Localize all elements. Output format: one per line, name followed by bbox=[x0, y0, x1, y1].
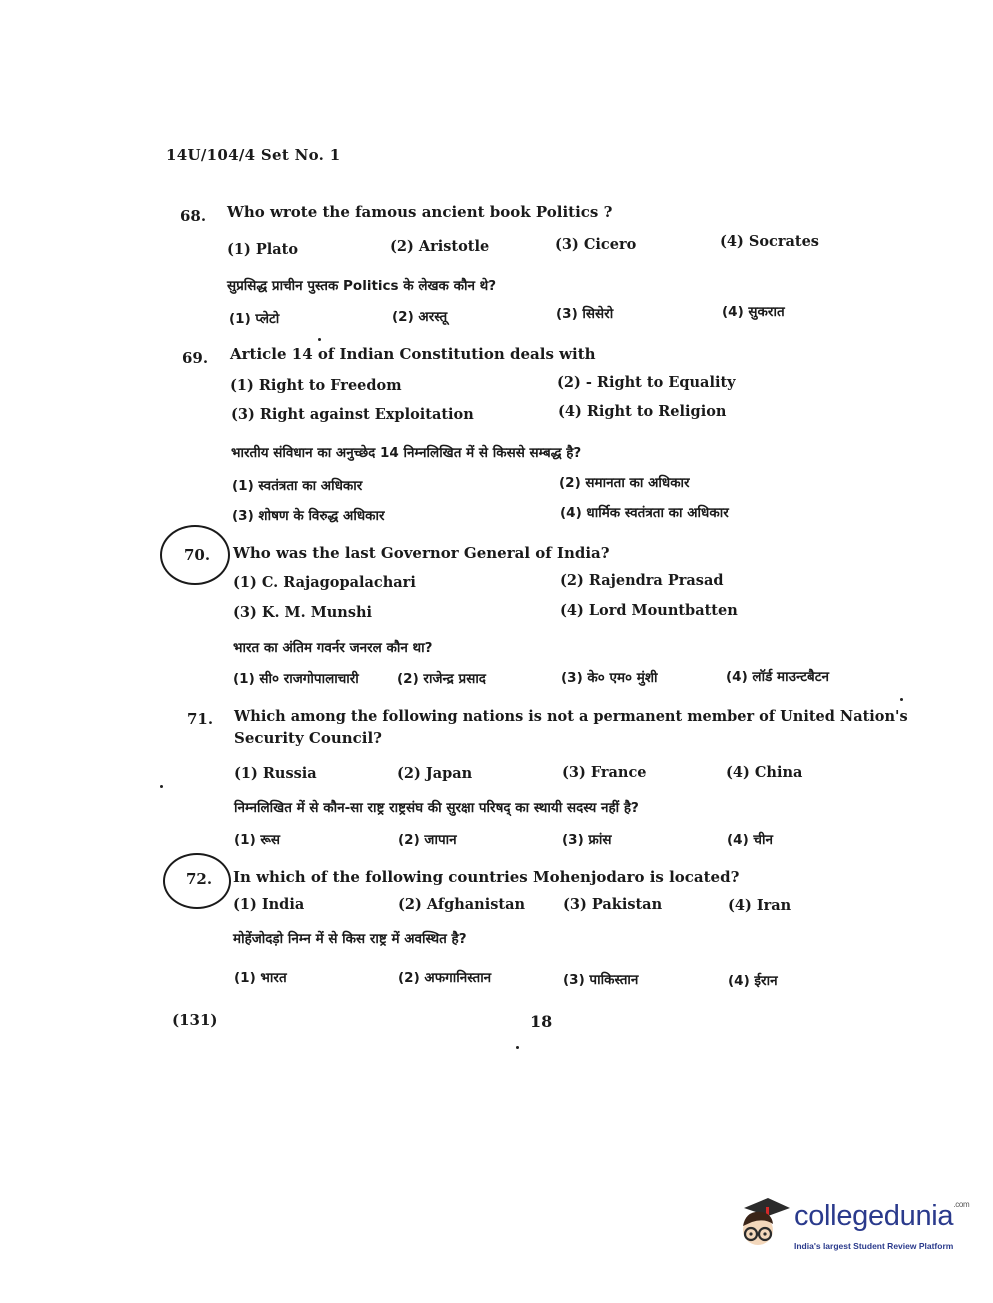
page-number: 18 bbox=[530, 1012, 553, 1031]
scan-speck bbox=[160, 785, 163, 788]
question-70-option-3: (3) K. M. Munshi bbox=[233, 604, 373, 621]
question-68-text-en: Who wrote the famous ancient book Politics ? bbox=[227, 203, 613, 221]
question-72-text-hi: मोहेंजोदड़ो निम्न में से किस राष्ट्र में अवस्थित है? bbox=[233, 931, 467, 947]
scan-speck bbox=[318, 338, 321, 341]
question-71-option-1-hi: (1) रूस bbox=[234, 832, 281, 848]
question-69-option-1: (1) Right to Freedom bbox=[230, 377, 402, 394]
mascot-icon bbox=[732, 1194, 792, 1258]
question-72-option-1: (1) India bbox=[233, 896, 305, 913]
question-68-option-3-hi: (3) सिसेरो bbox=[556, 306, 614, 322]
question-69-option-1-hi: (1) स्वतंत्रता का अधिकार bbox=[232, 478, 363, 494]
scan-speck bbox=[516, 1046, 519, 1049]
question-69-option-2: (2) - Right to Equality bbox=[557, 374, 736, 391]
question-68-option-1-hi: (1) प्लेटो bbox=[229, 311, 280, 327]
question-72-number: 72. bbox=[186, 870, 213, 888]
question-69-number: 69. bbox=[182, 349, 209, 367]
question-71-option-2-hi: (2) जापान bbox=[398, 832, 457, 848]
question-70-text-hi: भारत का अंतिम गवर्नर जनरल कौन था? bbox=[233, 640, 433, 656]
question-71-option-4: (4) China bbox=[726, 764, 803, 781]
question-70-number: 70. bbox=[184, 546, 211, 564]
question-69-option-4-hi: (4) धार्मिक स्वतंत्रता का अधिकार bbox=[560, 505, 729, 521]
question-70-option-1-hi: (1) सी० राजगोपालाचारी bbox=[233, 671, 359, 687]
question-72-option-4: (4) Iran bbox=[728, 897, 792, 914]
question-72-option-3: (3) Pakistan bbox=[563, 896, 663, 913]
question-69-option-4: (4) Right to Religion bbox=[558, 403, 727, 420]
question-71-option-2: (2) Japan bbox=[397, 765, 473, 782]
logo-tagline: India's largest Student Review Platform bbox=[794, 1241, 954, 1251]
question-71-number: 71. bbox=[187, 710, 214, 728]
question-71-option-4-hi: (4) चीन bbox=[727, 832, 773, 848]
question-70-option-2: (2) Rajendra Prasad bbox=[560, 572, 724, 589]
question-68-number: 68. bbox=[180, 207, 207, 225]
question-72-text-en: In which of the following countries Mohenjodaro is located? bbox=[233, 868, 740, 886]
question-71-option-3: (3) France bbox=[562, 764, 647, 781]
question-72-option-3-hi: (3) पाकिस्तान bbox=[563, 972, 639, 988]
question-71-option-3-hi: (3) फ्रांस bbox=[562, 832, 612, 848]
question-71-option-1: (1) Russia bbox=[234, 765, 317, 782]
question-72-option-1-hi: (1) भारत bbox=[234, 970, 287, 986]
question-70-option-4-hi: (4) लॉर्ड माउन्टबैटन bbox=[726, 669, 830, 685]
question-69-option-2-hi: (2) समानता का अधिकार bbox=[559, 475, 690, 491]
question-70-option-4: (4) Lord Mountbatten bbox=[560, 602, 738, 619]
question-69-option-3: (3) Right against Exploitation bbox=[231, 406, 474, 423]
scan-speck bbox=[900, 698, 903, 701]
question-70-option-1: (1) C. Rajagopalachari bbox=[233, 574, 416, 591]
question-71-text-en: Which among the following nations is not a permanent member of United Nation's bbox=[234, 708, 908, 725]
question-68-option-2: (2) Aristotle bbox=[390, 238, 490, 255]
logo-wordmark: collegedunia$^{.com}$ bbox=[794, 1200, 970, 1232]
question-71-text-en-line2: Security Council? bbox=[234, 729, 382, 747]
paper-code-header: 14U/104/4 Set No. 1 bbox=[166, 146, 341, 164]
question-70-text-en: Who was the last Governor General of India? bbox=[233, 544, 610, 562]
question-68-option-1: (1) Plato bbox=[227, 241, 299, 258]
question-68-option-4-hi: (4) सुकरात bbox=[722, 304, 785, 320]
question-72-option-2-hi: (2) अफगानिस्तान bbox=[398, 970, 492, 986]
paper-code-footer: (131) bbox=[172, 1011, 218, 1029]
question-70-option-2-hi: (2) राजेन्द्र प्रसाद bbox=[397, 671, 486, 687]
question-68-text-hi: सुप्रसिद्ध प्राचीन पुस्तक Politics के लेखक कौन थे? bbox=[227, 278, 497, 294]
question-71-text-hi: निम्नलिखित में से कौन-सा राष्ट्र राष्ट्रसंघ की सुरक्षा परिषद् का स्थायी सदस्य नहीं है? bbox=[234, 800, 639, 816]
question-68-option-3: (3) Cicero bbox=[555, 236, 637, 253]
question-69-option-3-hi: (3) शोषण के विरुद्ध अधिकार bbox=[232, 508, 385, 524]
question-68-option-2-hi: (2) अरस्तू bbox=[392, 309, 448, 325]
question-72-option-4-hi: (4) ईरान bbox=[728, 973, 778, 989]
question-70-option-3-hi: (3) के० एम० मुंशी bbox=[561, 670, 658, 686]
question-69-text-en: Article 14 of Indian Constitution deals with bbox=[230, 345, 596, 363]
collegedunia-logo bbox=[732, 1194, 972, 1264]
question-72-option-2: (2) Afghanistan bbox=[398, 896, 526, 913]
question-69-text-hi: भारतीय संविधान का अनुच्छेद 14 निम्नलिखित में से किससे सम्बद्ध है? bbox=[231, 445, 582, 461]
question-68-option-4: (4) Socrates bbox=[720, 233, 819, 250]
